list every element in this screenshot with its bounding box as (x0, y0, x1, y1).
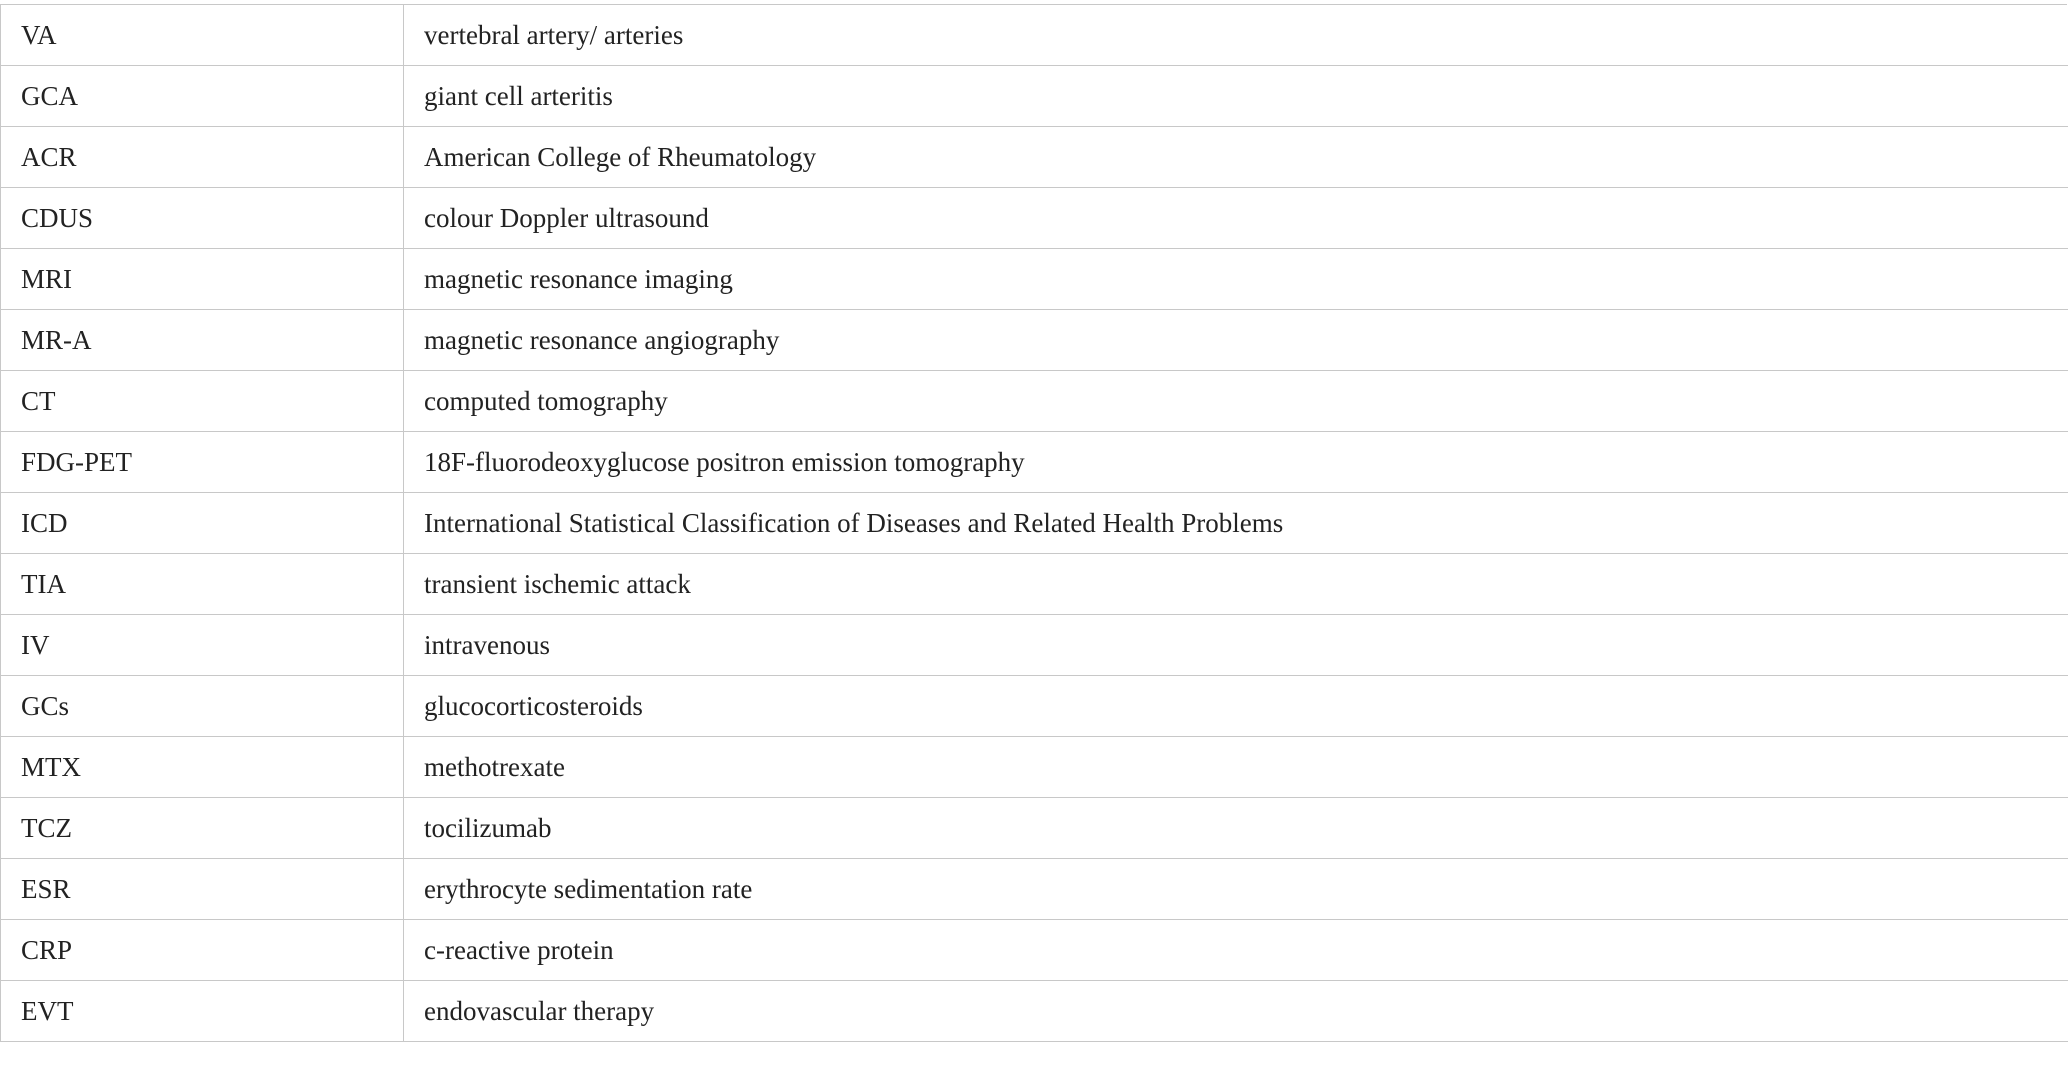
abbreviation-cell: ACR (1, 127, 404, 188)
definition-cell: endovascular therapy (404, 981, 2068, 1042)
table-row (1, 5, 2068, 66)
abbreviation-cell: MTX (1, 737, 404, 798)
abbreviation-cell: TIA (1, 554, 404, 615)
table-row (1, 981, 2068, 1042)
abbreviation-cell: TCZ (1, 798, 404, 859)
definition-cell: magnetic resonance angiography (404, 310, 2068, 371)
table-row (1, 371, 2068, 432)
definition-cell: International Statistical Classification of Diseases and Related Health Problems (404, 493, 2068, 554)
table-row (1, 554, 2068, 615)
definition-cell: 18F-fluorodeoxyglucose positron emission tomography (404, 432, 2068, 493)
abbreviation-cell: ICD (1, 493, 404, 554)
abbreviation-cell: CRP (1, 920, 404, 981)
definition-cell: magnetic resonance imaging (404, 249, 2068, 310)
definition-cell: methotrexate (404, 737, 2068, 798)
abbreviation-cell: CT (1, 371, 404, 432)
abbreviation-cell: MR-A (1, 310, 404, 371)
definition-cell: tocilizumab (404, 798, 2068, 859)
table-row (1, 249, 2068, 310)
table-row (1, 66, 2068, 127)
definition-cell: colour Doppler ultrasound (404, 188, 2068, 249)
table-row (1, 493, 2068, 554)
definition-cell: glucocorticosteroids (404, 676, 2068, 737)
definition-cell: c-reactive protein (404, 920, 2068, 981)
abbreviation-cell: GCs (1, 676, 404, 737)
table-row (1, 432, 2068, 493)
abbreviation-cell: IV (1, 615, 404, 676)
table-row (1, 188, 2068, 249)
table-row (1, 127, 2068, 188)
table-row (1, 920, 2068, 981)
table-row (1, 310, 2068, 371)
abbreviations-table-body (1, 5, 2068, 1042)
table-row (1, 798, 2068, 859)
abbreviation-cell: FDG-PET (1, 432, 404, 493)
definition-cell: giant cell arteritis (404, 66, 2068, 127)
table-row (1, 737, 2068, 798)
abbreviation-cell: EVT (1, 981, 404, 1042)
abbreviation-cell: ESR (1, 859, 404, 920)
definition-cell: transient ischemic attack (404, 554, 2068, 615)
abbreviation-cell: GCA (1, 66, 404, 127)
table-row (1, 615, 2068, 676)
abbreviation-cell: CDUS (1, 188, 404, 249)
abbreviation-cell: VA (1, 5, 404, 66)
abbreviations-table (0, 4, 2068, 1042)
table-row (1, 676, 2068, 737)
definition-cell: erythrocyte sedimentation rate (404, 859, 2068, 920)
table-row (1, 859, 2068, 920)
definition-cell: American College of Rheumatology (404, 127, 2068, 188)
definition-cell: vertebral artery/ arteries (404, 5, 2068, 66)
abbreviations-table-container (0, 4, 2068, 1042)
abbreviation-cell: MRI (1, 249, 404, 310)
definition-cell: computed tomography (404, 371, 2068, 432)
definition-cell: intravenous (404, 615, 2068, 676)
